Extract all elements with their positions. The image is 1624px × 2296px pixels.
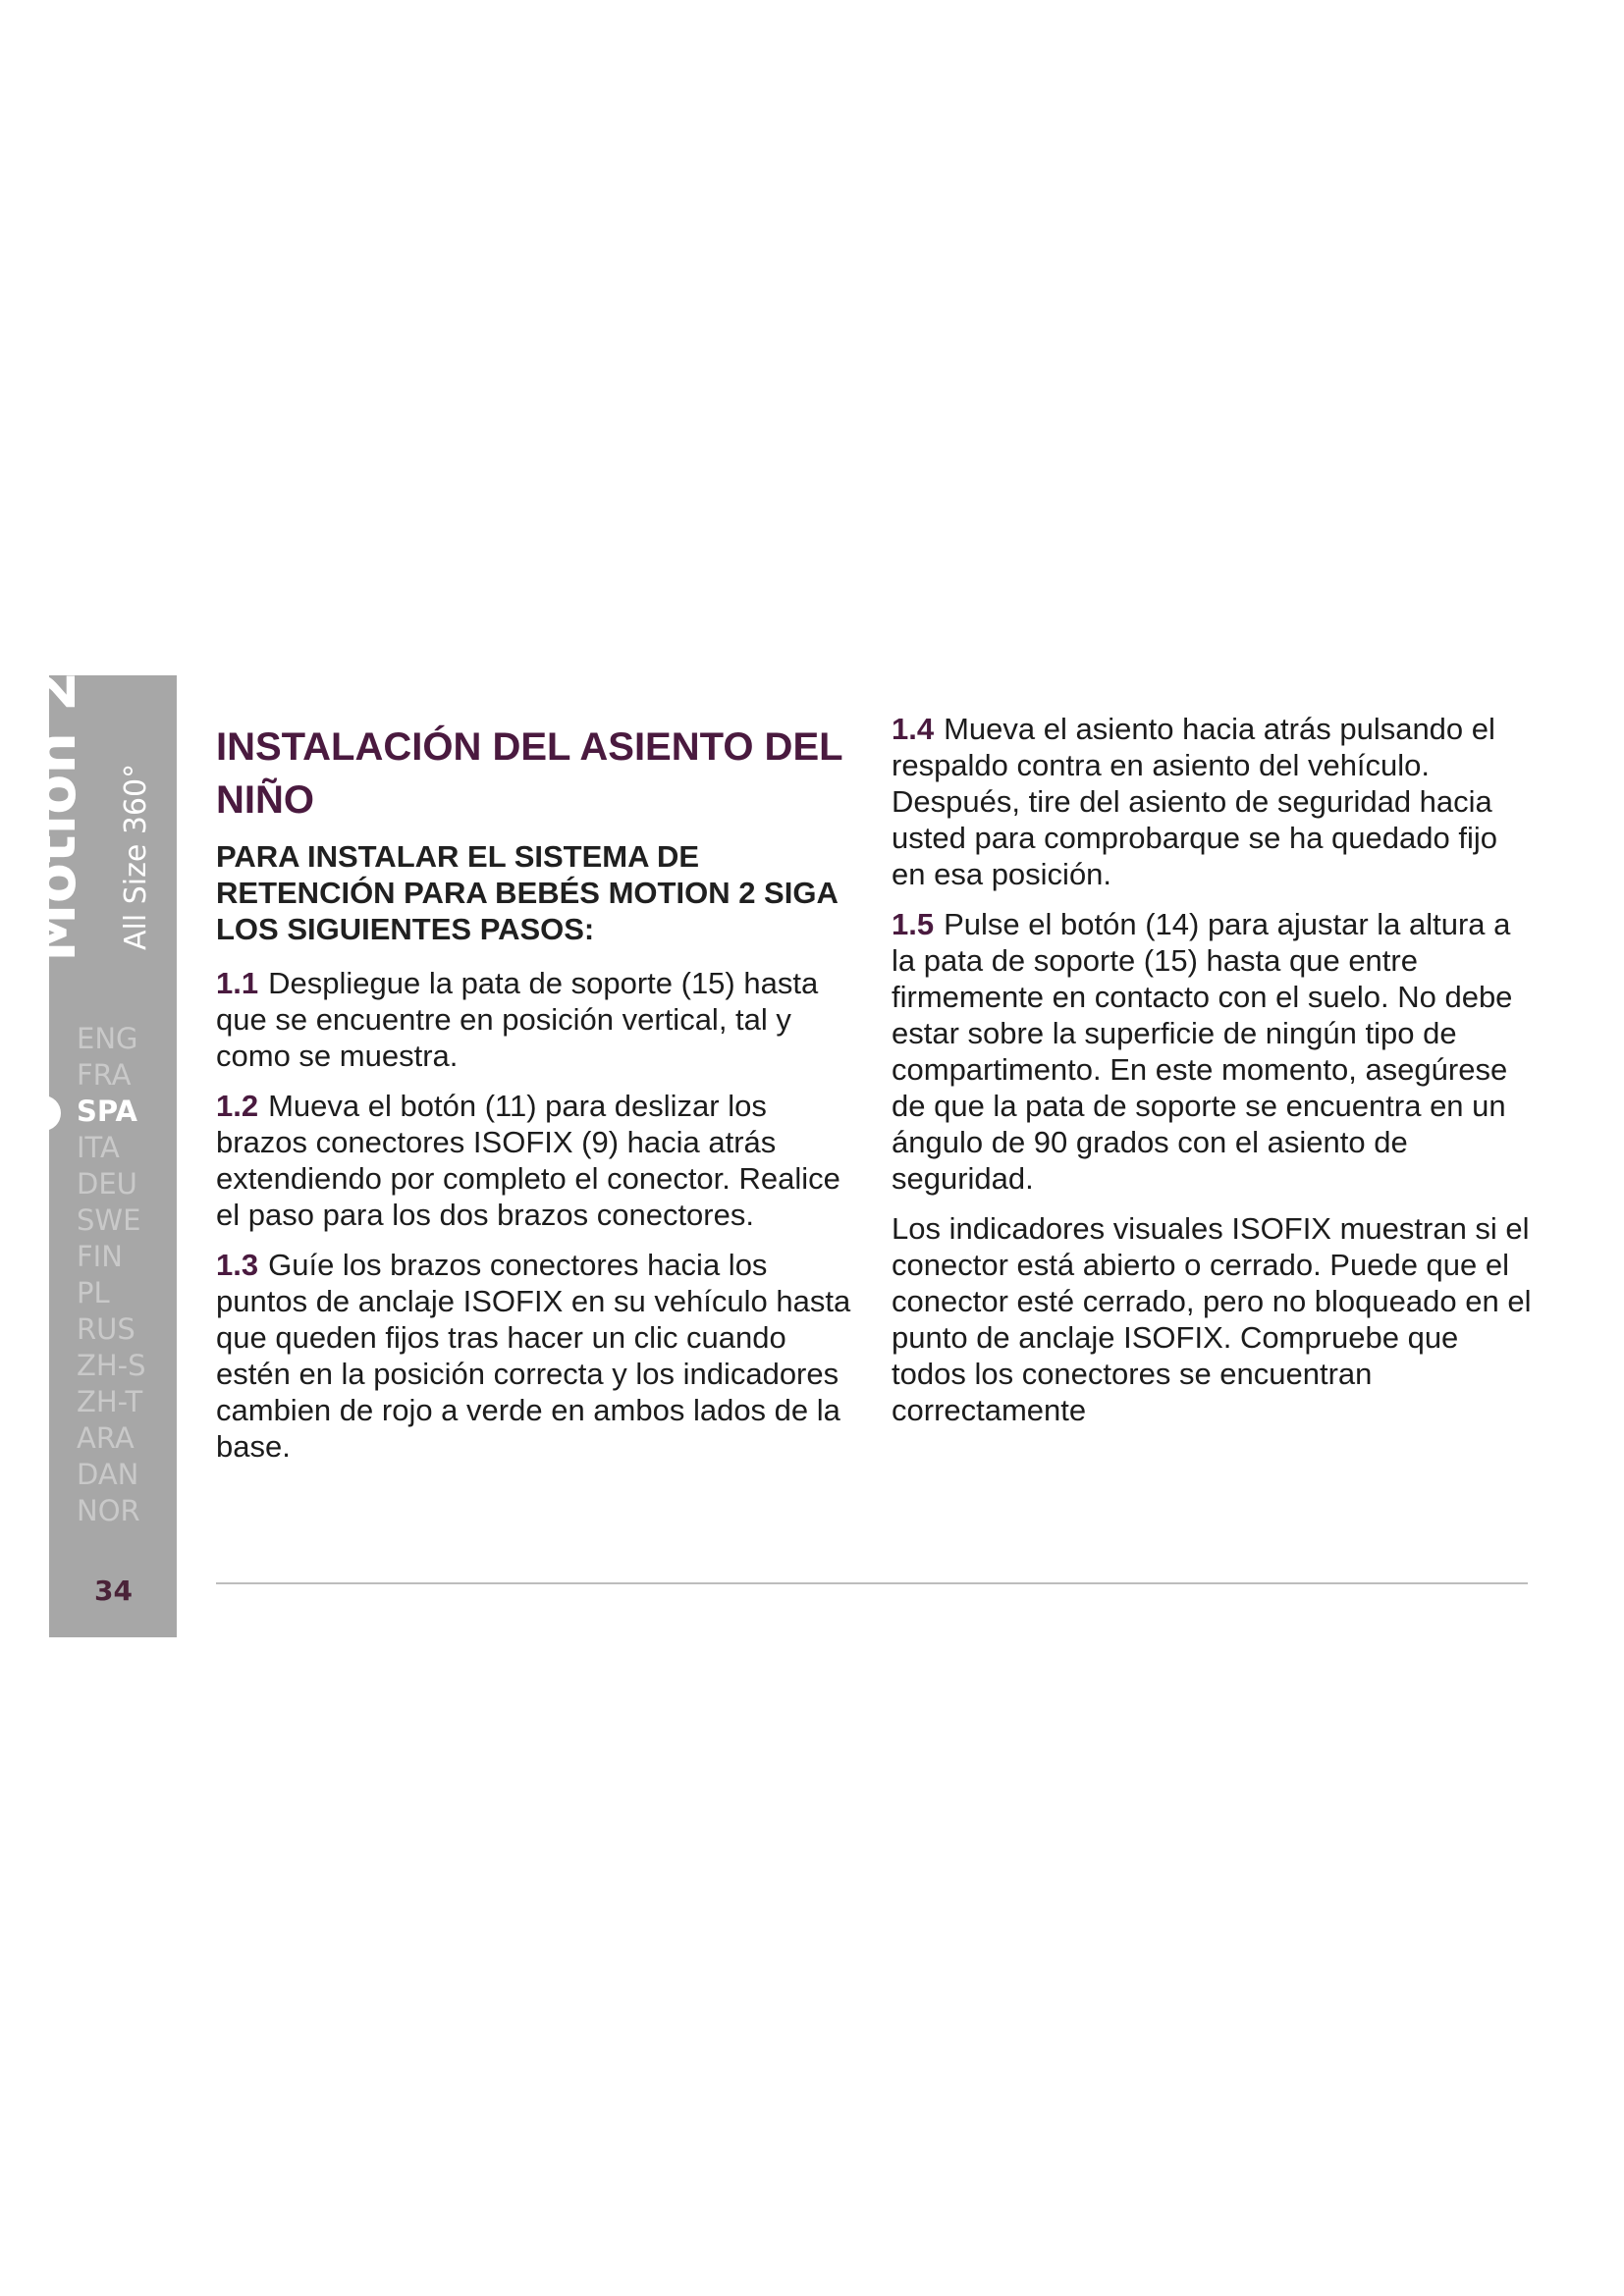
step-number: 1.2	[216, 1089, 259, 1123]
language-pl[interactable]: PL	[77, 1276, 110, 1309]
right-column	[892, 711, 1540, 1442]
isofix-note: Los indicadores visuales ISOFIX muestran si el conector está abierto o cerrado. Puede que el conector esté cerrado, pero no bloqueado en el punto de anclaje ISOFIX. Compruebe que todos los conectores se encuentran correctamente	[892, 1211, 1532, 1427]
language-fin[interactable]: FIN	[77, 1240, 123, 1273]
product-name: Motion 2	[21, 670, 89, 962]
step-1-4	[892, 711, 1540, 892]
step-1-5	[892, 906, 1540, 1197]
language-spa[interactable]: SPA	[77, 1095, 137, 1128]
step-text: Pulse el botón (14) para ajustar la altura a la pata de soporte (15) hasta que entre firmemente en contacto con el suelo. No debe estar sobre la superficie de ningún tipo de compartimento. En este momento, asegúrese de que la pata de soporte se encuentra en un ángulo de 90 grados con el asiento de seguridad.	[892, 907, 1513, 1196]
page-number: 34	[94, 1575, 133, 1607]
step-1-1	[216, 965, 854, 1074]
language-deu[interactable]: DEU	[77, 1167, 137, 1201]
language-eng[interactable]: ENG	[77, 1022, 138, 1055]
language-rus[interactable]: RUS	[77, 1312, 135, 1346]
step-text: Despliegue la pata de soporte (15) hasta que se encuentre en posición vertical, tal y como se muestra.	[216, 966, 819, 1073]
step-text: Mueva el asiento hacia atrás pulsando el respaldo contra en asiento del vehículo. Después, tire del asiento de seguridad hacia usted para comprobarque se ha quedado fijo en esa posición.	[892, 712, 1497, 891]
section-subtitle: PARA INSTALAR EL SISTEMA DE RETENCIÓN PARA BEBÉS MOTION 2 SIGA LOS SIGUIENTES PASOS:	[216, 839, 838, 946]
language-swe[interactable]: SWE	[77, 1203, 141, 1237]
language-index	[77, 1021, 146, 1529]
language-nor[interactable]: NOR	[77, 1494, 140, 1527]
step-1-2	[216, 1088, 854, 1233]
language-ara[interactable]: ARA	[77, 1421, 135, 1455]
step-text: Guíe los brazos conectores hacia los puntos de anclaje ISOFIX en su vehículo hasta que queden fijos tras hacer un clic cuando estén en la posición correcta y los indicadores cambien de rojo a verde en ambos lados de la base.	[216, 1248, 851, 1464]
step-number: 1.4	[892, 712, 935, 746]
step-text: Mueva el botón (11) para deslizar los brazos conectores ISOFIX (9) hacia atrás extendiendo por completo el conector. Realice el paso para los dos brazos conectores.	[216, 1089, 840, 1232]
language-zh-s[interactable]: ZH-S	[77, 1349, 146, 1382]
footer-divider	[216, 1582, 1528, 1584]
page-title: INSTALACIÓN DEL ASIENTO DEL NIÑO	[216, 725, 842, 822]
step-number: 1.3	[216, 1248, 259, 1282]
step-number: 1.1	[216, 966, 259, 1000]
product-subtitle: All Size 360°	[119, 763, 153, 950]
language-ita[interactable]: ITA	[77, 1131, 120, 1164]
language-fra[interactable]: FRA	[77, 1058, 132, 1092]
language-zh-t[interactable]: ZH-T	[77, 1385, 143, 1418]
step-1-3	[216, 1247, 854, 1465]
step-number: 1.5	[892, 907, 935, 941]
language-dan[interactable]: DAN	[77, 1458, 139, 1491]
left-column	[216, 711, 854, 1478]
